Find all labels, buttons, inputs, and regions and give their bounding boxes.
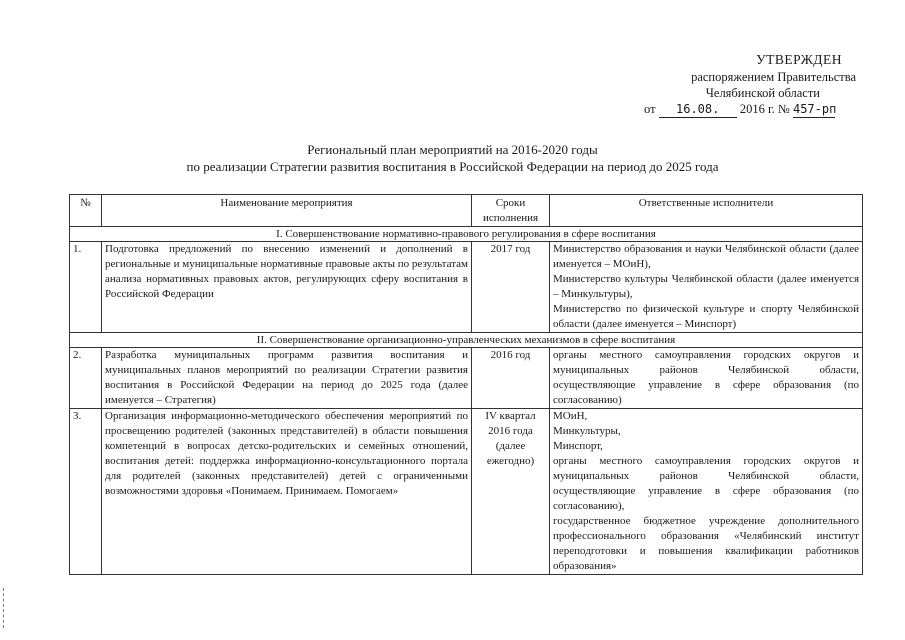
approval-year-label: 2016 г. № bbox=[739, 102, 790, 116]
header-responsible: Ответственные исполнители bbox=[550, 195, 863, 227]
responsible-line: органы местного самоуправления городских округов и муниципальных районов Челябинской области, осуществляющие управление в сфере образования (по согласованию) bbox=[553, 349, 859, 406]
table-row bbox=[70, 242, 863, 333]
section-row bbox=[70, 333, 863, 348]
row-term: 2016 год bbox=[472, 348, 550, 409]
approval-date-value: 16.08. bbox=[659, 101, 737, 118]
section-row bbox=[70, 227, 863, 242]
row-name: Организация информационно-методического обеспечения мероприятий по просвещению родителей (законных представителей) в области повышения компетенций в вопросах детско-родительских и семейных отношений, воспитания детей: поддержка информационно-консультационного портала для родителей (законных представителей) детей с ограниченными возможностями здоровья «Понимаем. Принимаем. Помогаем» bbox=[102, 409, 472, 575]
row-name: Подготовка предложений по внесению изменений и дополнений в региональные и муниципальные нормативные правовые акты по результатам анализа нормативных правовых актов, регулирующих сферу воспитания в Российской Федерации bbox=[102, 242, 472, 333]
row-num: 3. bbox=[70, 409, 102, 575]
approval-number-value: 457-рп bbox=[792, 102, 837, 116]
document-title-line1: Региональный план мероприятий на 2016-2020 годы bbox=[307, 142, 598, 157]
row-num: 1. bbox=[70, 242, 102, 333]
row-term: 2017 год bbox=[472, 242, 550, 333]
row-num: 2. bbox=[70, 348, 102, 409]
document-title bbox=[0, 141, 905, 175]
approval-date-line bbox=[640, 101, 860, 118]
header-name: Наименование мероприятия bbox=[102, 195, 472, 227]
document-title-line2: по реализации Стратегии развития воспитания в Российской Федерации на период до 2025 года bbox=[186, 159, 719, 174]
responsible-line: Минкультуры, bbox=[553, 425, 621, 437]
table-row bbox=[70, 348, 863, 409]
row-name: Разработка муниципальных программ развития воспитания и муниципальных планов мероприятий по реализации Стратегии развития воспитания в Российской Федерации на период до 2025 года (далее именуется – Стратегия) bbox=[102, 348, 472, 409]
approval-from-label: от bbox=[644, 102, 656, 116]
approval-line-region: Челябинской области bbox=[705, 86, 820, 100]
responsible-line: Министерство образования и науки Челябинской области (далее именуется – МОиН), bbox=[553, 243, 859, 270]
responsible-line: МОиН, bbox=[553, 410, 588, 422]
section-title-2: II. Совершенствование организационно-управленческих механизмов в сфере воспитания bbox=[70, 333, 863, 348]
responsible-line: Министерство культуры Челябинской области (далее именуется – Минкультуры), bbox=[553, 273, 859, 300]
approval-line-order: распоряжением Правительства bbox=[691, 70, 856, 84]
row-responsible bbox=[550, 409, 863, 575]
scan-margin-mark bbox=[3, 588, 5, 628]
approval-stamp bbox=[640, 52, 860, 118]
approval-heading: УТВЕРЖДЕН bbox=[756, 52, 842, 67]
section-title-1: I. Совершенствование нормативно-правового регулирования в сфере воспитания bbox=[70, 227, 863, 242]
responsible-line: Минспорт, bbox=[553, 440, 603, 452]
plan-table bbox=[69, 194, 863, 575]
responsible-line: Министерство по физической культуре и спорту Челябинской области (далее именуется – Минспорт) bbox=[553, 303, 859, 330]
table-header-row bbox=[70, 195, 863, 227]
row-term: IV квартал 2016 года (далее ежегодно) bbox=[472, 409, 550, 575]
header-term: Сроки исполнения bbox=[472, 195, 550, 227]
header-num: № bbox=[70, 195, 102, 227]
responsible-line: органы местного самоуправления городских округов и муниципальных районов Челябинской области, осуществляющие управление в сфере образования (по согласованию), bbox=[553, 455, 859, 512]
responsible-line: государственное бюджетное учреждение дополнительного профессионального образования «Челябинский институт переподготовки и повышения квалификации работников образования» bbox=[553, 515, 859, 572]
row-responsible bbox=[550, 242, 863, 333]
table-row bbox=[70, 409, 863, 575]
row-responsible bbox=[550, 348, 863, 409]
